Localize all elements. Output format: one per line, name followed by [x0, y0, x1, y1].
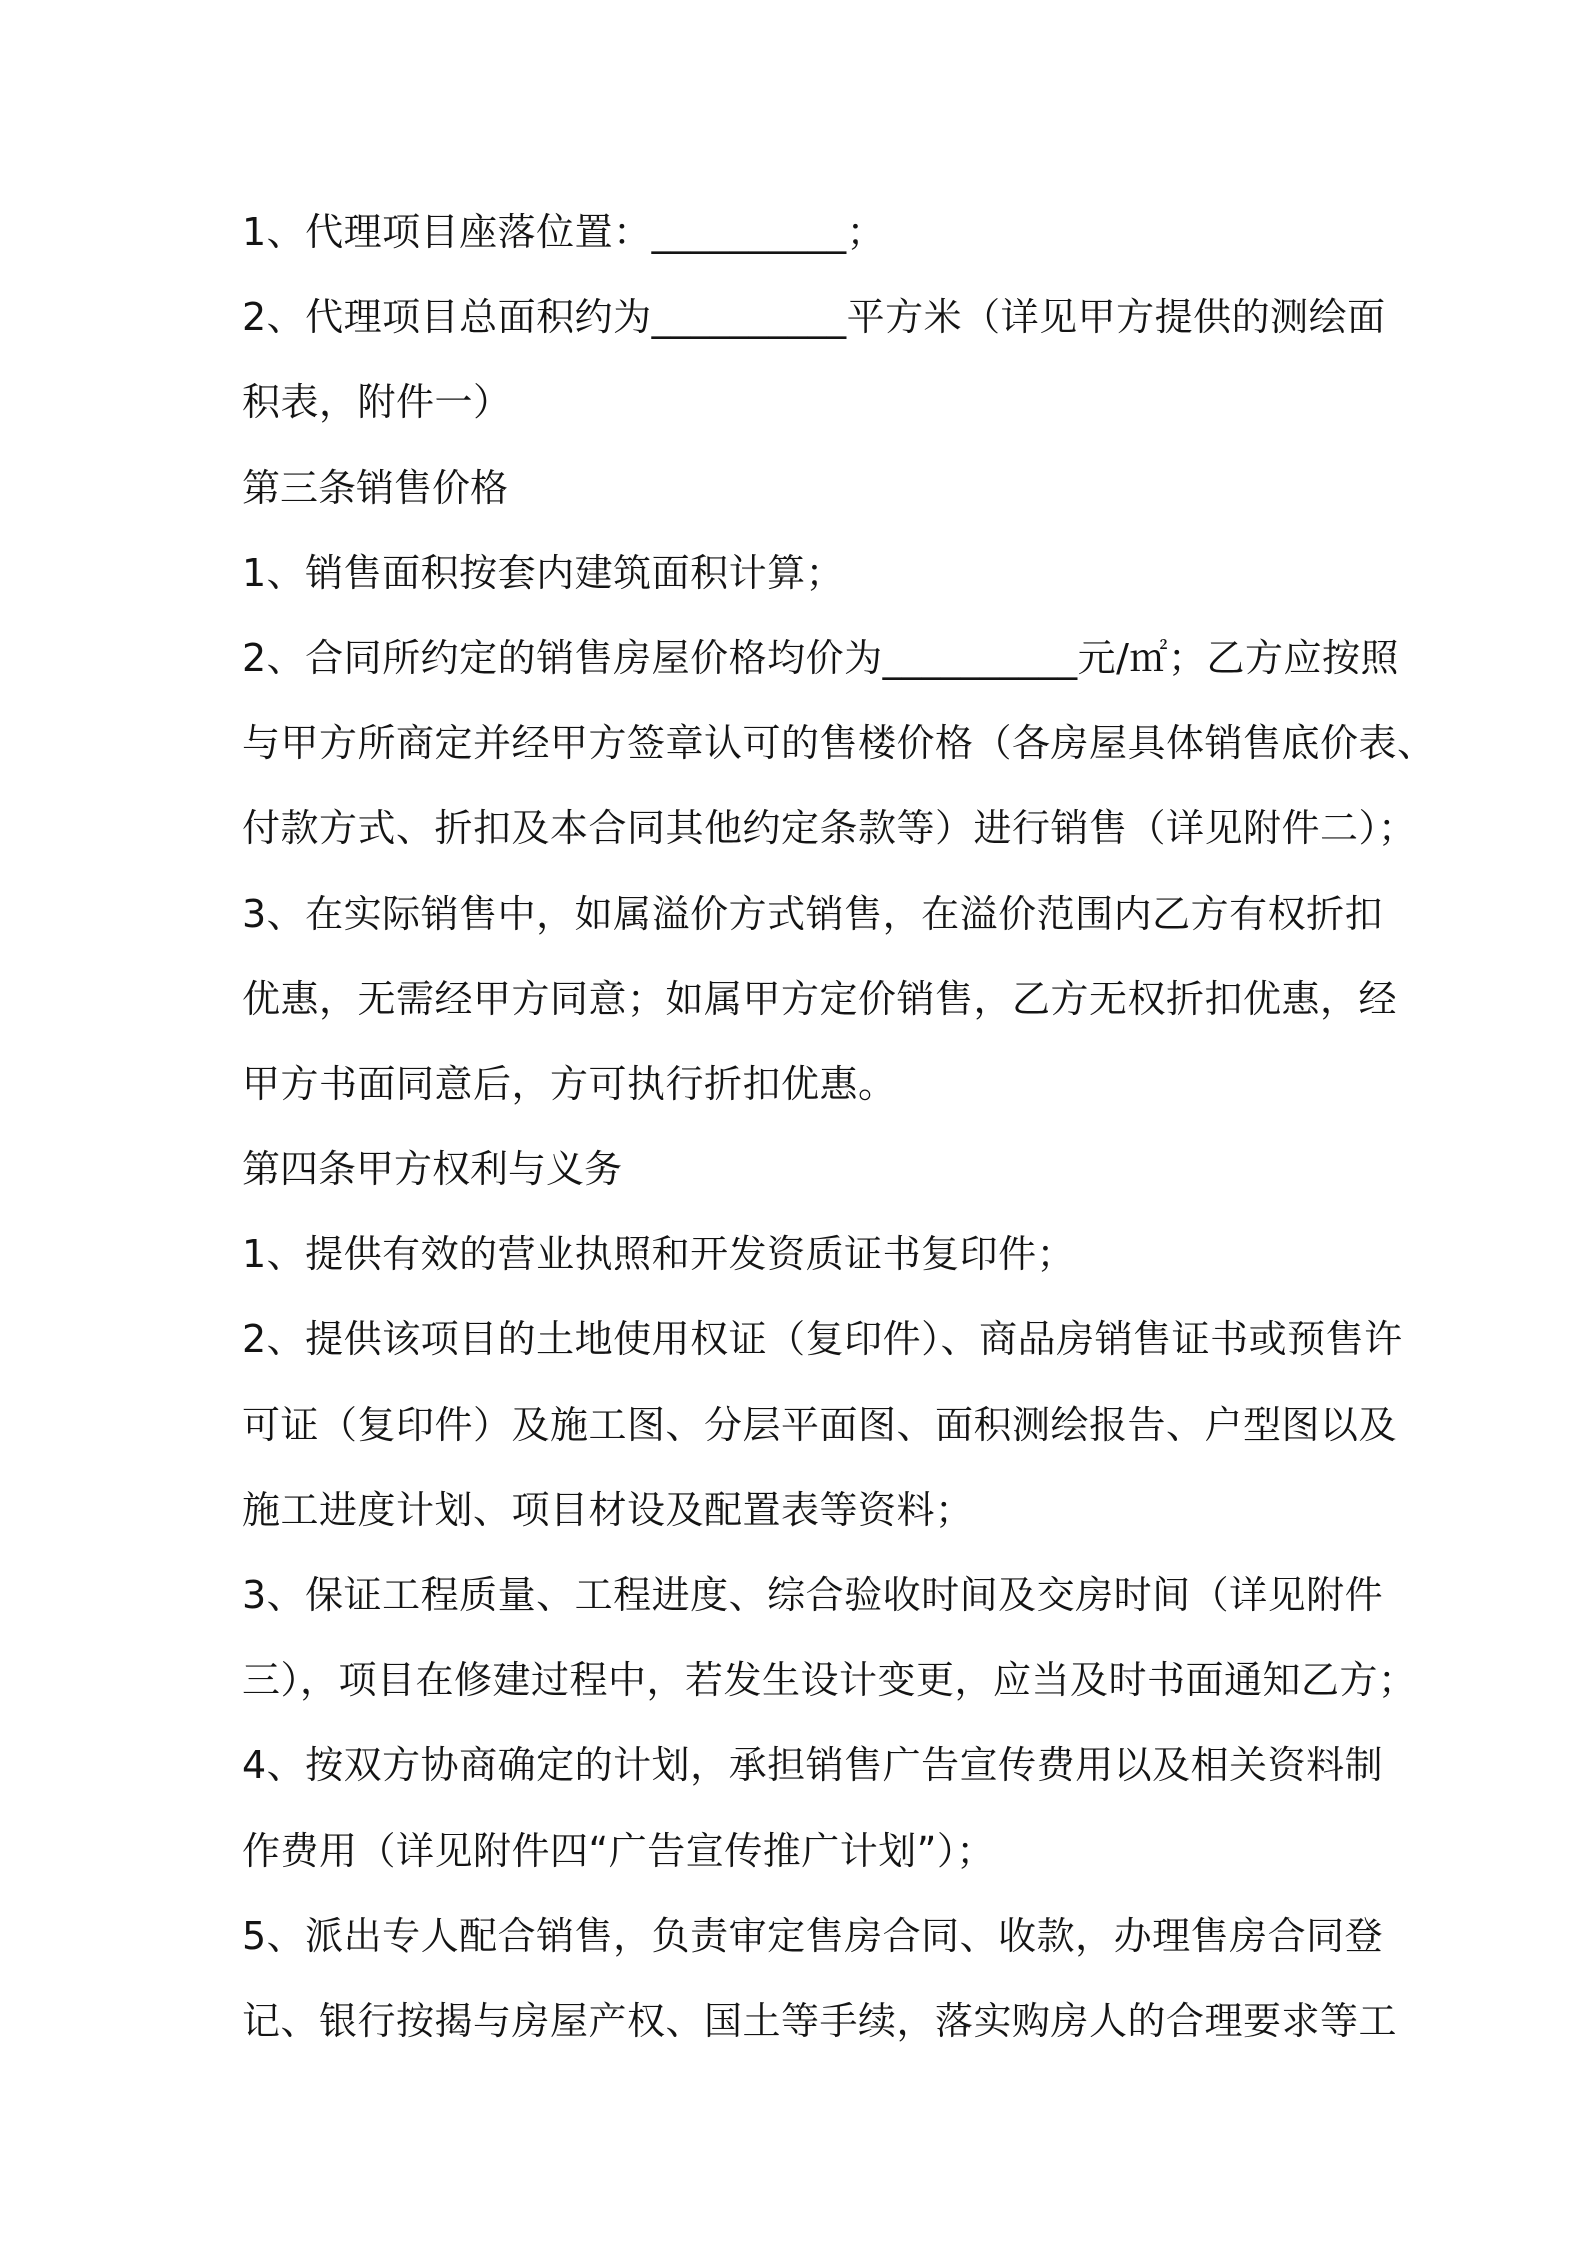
clause-item-land-cert-cont-1: 可证（复印件）及施工图、分层平面图、面积测绘报告、户型图以及: [242, 1402, 1398, 1447]
clause-item-advertising-cont: 作费用（详见附件四“广告宣传推广计划”）；: [242, 1828, 995, 1873]
clause-item-discount-cont-1: 优惠，无需经甲方同意；如属甲方定价销售，乙方无权折扣优惠，经: [242, 976, 1398, 1021]
clause-item-location: 1、代理项目座落位置：__________；: [242, 210, 886, 254]
clause-item-avg-price: 2、合同所约定的销售房屋价格均价为__________元/㎡；乙方应按照: [242, 635, 1399, 680]
clause-item-area: 2、代理项目总面积约为__________平方米（详见甲方提供的测绘面: [242, 295, 1386, 340]
section-heading-price: 第三条销售价格: [242, 465, 509, 510]
clause-item-advertising: 4、按双方协商确定的计划，承担销售广告宣传费用以及相关资料制: [242, 1743, 1384, 1788]
clause-item-discount-cont-2: 甲方书面同意后，方可执行折扣优惠。: [242, 1061, 897, 1106]
clause-item-quality: 3、保证工程质量、工程进度、综合验收时间及交房时间（详见附件: [242, 1573, 1384, 1617]
clause-item-area-cont: 积表，附件一）: [242, 380, 512, 425]
clause-item-staff: 5、派出专人配合销售，负责审定售房合同、收款，办理售房合同登: [242, 1913, 1384, 1958]
clause-item-license: 1、提供有效的营业执照和开发资质证书复印件；: [242, 1232, 1076, 1277]
clause-item-discount: 3、在实际销售中，如属溢价方式销售，在溢价范围内乙方有权折扣: [242, 891, 1384, 936]
clause-item-avg-price-cont-2: 付款方式、折扣及本合同其他约定条款等）进行销售（详见附件二）；: [242, 806, 1417, 851]
clause-item-land-cert-cont-2: 施工进度计划、项目材设及配置表等资料；: [242, 1487, 974, 1532]
clause-item-sales-area: 1、销售面积按套内建筑面积计算；: [242, 550, 845, 595]
clause-item-quality-cont: 三），项目在修建过程中，若发生设计变更，应当及时书面通知乙方；: [242, 1658, 1417, 1703]
clause-item-staff-cont: 记、银行按揭与房屋产权、国土等手续，落实购房人的合理要求等工: [242, 1998, 1398, 2043]
section-heading-party-a: 第四条甲方权利与义务: [242, 1147, 623, 1192]
document-body: [242, 190, 1436, 2064]
clause-item-avg-price-cont-1: 与甲方所商定并经甲方签章认可的售楼价格（各房屋具体销售底价表、: [242, 721, 1436, 766]
clause-item-land-cert: 2、提供该项目的土地使用权证（复印件）、商品房销售证书或预售许: [242, 1317, 1403, 1362]
